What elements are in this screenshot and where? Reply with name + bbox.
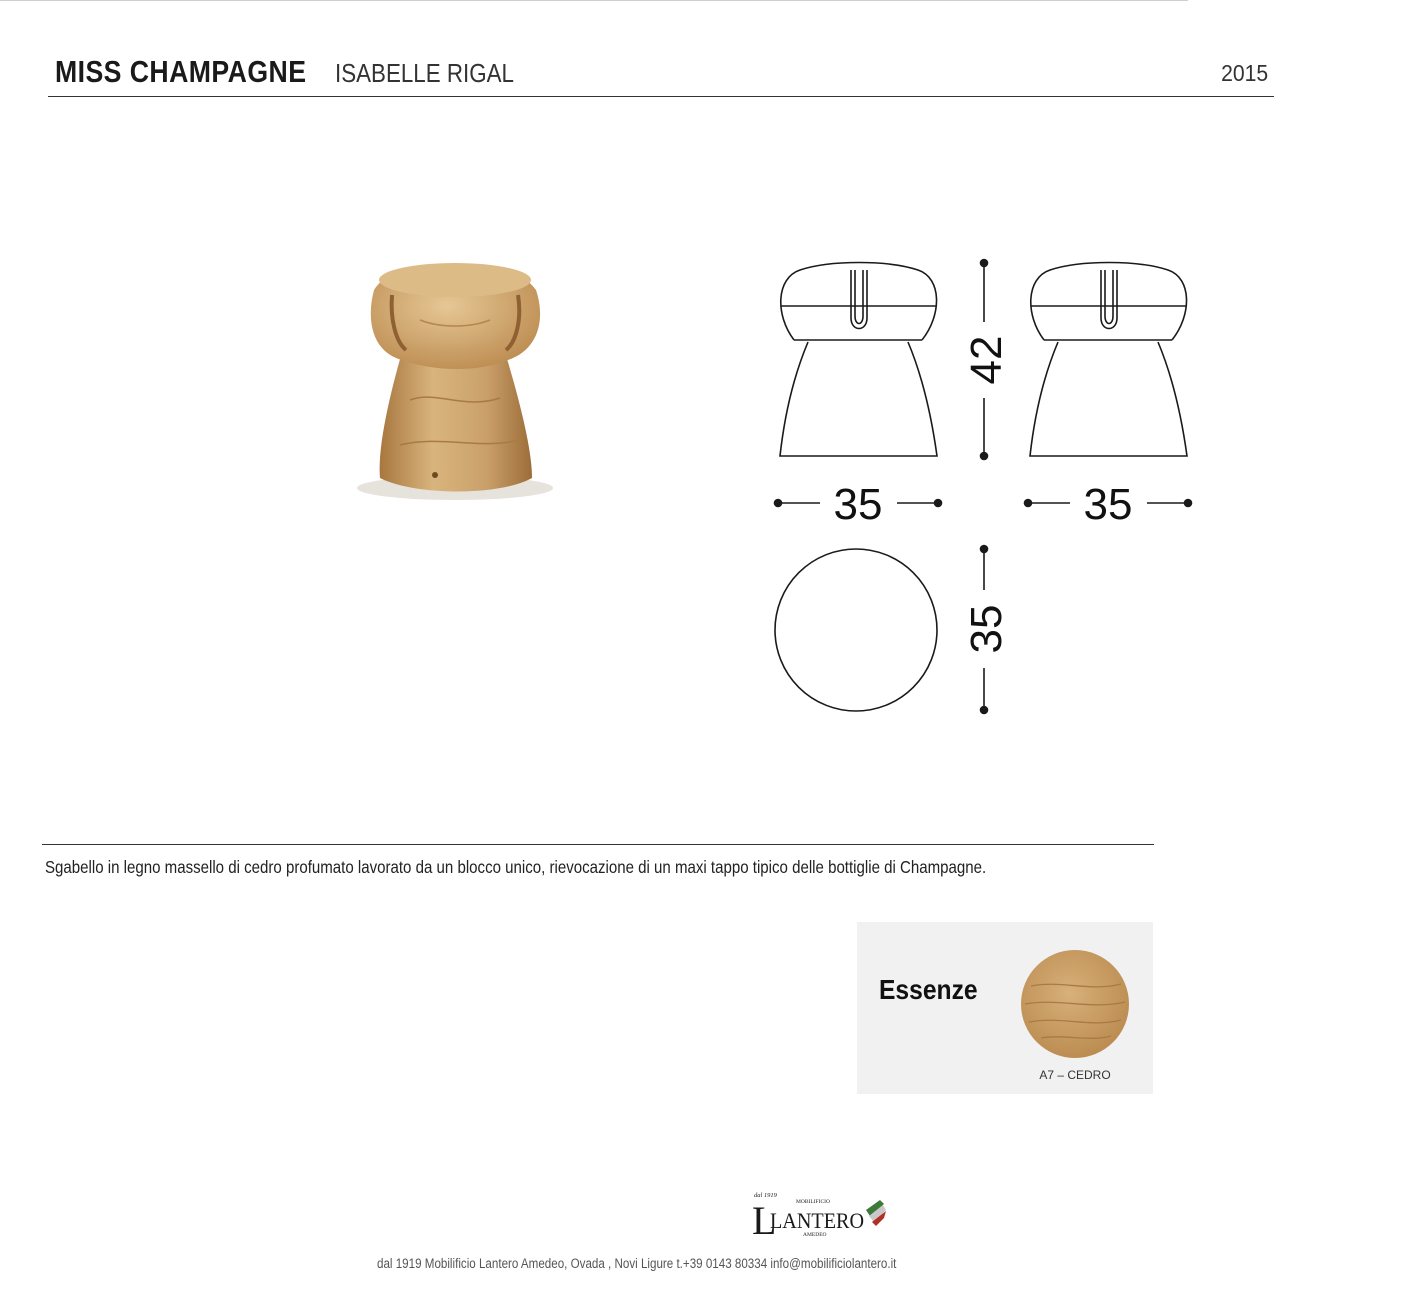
front-width-label: 35 bbox=[833, 480, 883, 529]
side-view-drawing bbox=[1030, 263, 1187, 457]
top-rule bbox=[0, 0, 1188, 1]
design-year: 2015 bbox=[1220, 60, 1268, 86]
product-description: Sgabello in legno massello di cedro profumato lavorato da un blocco unico, rievocazione di un maxi tappo tipico delle bottiglie di Champagne. bbox=[45, 857, 987, 877]
product-photo bbox=[340, 250, 570, 510]
front-view-drawing bbox=[780, 263, 937, 457]
description-rule bbox=[42, 844, 1154, 845]
designer-name: ISABELLE RIGAL bbox=[335, 58, 514, 88]
finishes-title: Essenze bbox=[879, 974, 978, 1005]
svg-text:LANTERO: LANTERO bbox=[770, 1208, 864, 1233]
diameter-dimension bbox=[981, 546, 988, 714]
svg-text:dal 1919: dal 1919 bbox=[754, 1192, 777, 1199]
top-view-drawing bbox=[775, 549, 937, 711]
cedar-swatch-label: A7 – CEDRO bbox=[1039, 1068, 1111, 1082]
front-width-dimension bbox=[775, 500, 942, 507]
page-header bbox=[48, 52, 1274, 97]
svg-text:L: L bbox=[752, 1198, 777, 1243]
footer-contact: dal 1919 Mobilificio Lantero Amedeo, Ovada , Novi Ligure t.+39 0143 80334 info@mobilificiolantero.it bbox=[377, 1256, 897, 1271]
height-dimension bbox=[981, 260, 988, 460]
svg-text:MOBILIFICIO: MOBILIFICIO bbox=[796, 1199, 830, 1205]
height-label: 42 bbox=[962, 335, 1011, 385]
side-width-label: 35 bbox=[1083, 480, 1133, 529]
lantero-logo bbox=[748, 1190, 888, 1246]
diameter-label: 35 bbox=[962, 604, 1011, 654]
product-title: MISS CHAMPAGNE bbox=[55, 54, 307, 89]
svg-text:AMEDEO: AMEDEO bbox=[803, 1232, 827, 1238]
cedar-swatch[interactable] bbox=[1021, 950, 1129, 1058]
side-width-dimension bbox=[1025, 500, 1192, 507]
finishes-panel bbox=[857, 922, 1153, 1094]
